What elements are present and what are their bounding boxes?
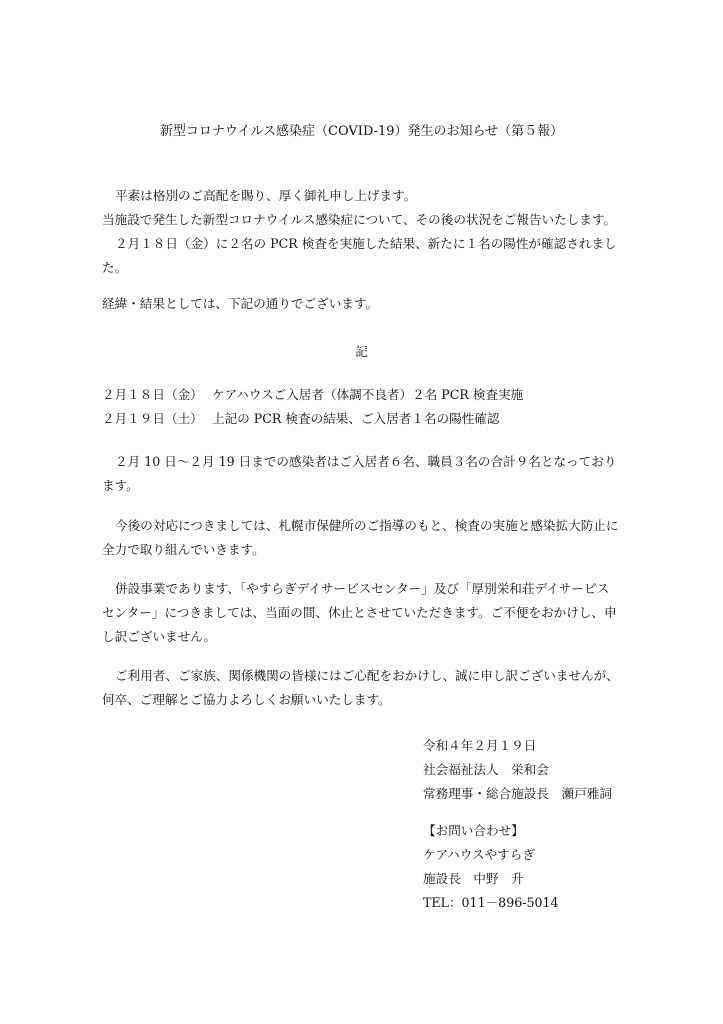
- services-paragraph: [102, 577, 638, 649]
- summary-lead: [102, 292, 638, 316]
- intro-line: 平素は格別のご高配を賜り、厚く御礼申し上げます。: [115, 188, 417, 203]
- closing-paragraph: [102, 664, 638, 712]
- timeline-date: ２月１９日（土）: [102, 411, 203, 426]
- contact-block: [423, 819, 683, 915]
- signature-block: [423, 734, 683, 806]
- totals-paragraph: [102, 450, 638, 498]
- timeline-date: ２月１８日（金）: [102, 387, 203, 402]
- closing-line: 何卒、ご理解とご協力よろしくお願いいたします。: [102, 692, 391, 707]
- timeline-text: 上記の PCR 検査の結果、ご入居者１名の陽性確認: [212, 411, 500, 426]
- signature-date: 令和４年２月１９日: [423, 738, 537, 753]
- intro-paragraph: [102, 184, 638, 280]
- contact-heading: 【お問い合わせ】: [423, 823, 524, 838]
- response-line: 今後の対応につきましては、札幌市保健所のご指導のもと、検査の実施と感染拡大防止に: [115, 518, 619, 533]
- signature-person: 常務理事・総合施設長 瀬戸雅詞: [423, 786, 612, 801]
- ki-heading: 記: [355, 344, 368, 359]
- closing-line: ご利用者、ご家族、関係機関の皆様にはご心配をおかけし、誠に申し訳ございませんが、: [115, 668, 619, 683]
- timeline: [102, 383, 638, 431]
- services-line: 併設事業であります、「やすらぎデイサービスセンター」及び「厚別栄和荘デイサービス: [115, 581, 610, 596]
- totals-line: ２月 10 日〜２月 19 日までの感染者はご入居者６名、職員３名の合計９名となっており: [115, 454, 617, 469]
- contact-tel: TEL：011－896-5014: [423, 895, 559, 910]
- timeline-row: [102, 407, 638, 431]
- timeline-row: [102, 383, 638, 407]
- contact-person: 施設長 中野 升: [423, 871, 524, 886]
- totals-line: ます。: [102, 478, 139, 493]
- response-line: 全力で取り組んでいきます。: [102, 542, 265, 557]
- signature-org: 社会福祉法人 栄和会: [423, 762, 549, 777]
- response-paragraph: [102, 514, 638, 562]
- document-title: 新型コロナウイルス感染症（COVID-19）発生のお知らせ（第５報）: [159, 124, 564, 139]
- summary-lead-text: 経緯・結果としては、下記の通りでございます。: [102, 296, 379, 311]
- timeline-text: ケアハウスご入居者（体調不良者）２名 PCR 検査実施: [212, 387, 524, 402]
- contact-facility: ケアハウスやすらぎ: [423, 847, 535, 862]
- intro-line: ２月１８日（金）に２名の PCR 検査を実施した結果、新たに１名の陽性が確認されまし: [115, 236, 617, 251]
- services-line: し訳ございません。: [102, 629, 217, 644]
- intro-line: 当施設で発生した新型コロナウイルス感染症について、その後の状況をご報告いたします。: [102, 212, 617, 227]
- services-line: センター」につきましては、当面の間、休止とさせていただきます。ご不便をおかけし、申: [102, 605, 617, 620]
- intro-line: た。: [102, 260, 128, 275]
